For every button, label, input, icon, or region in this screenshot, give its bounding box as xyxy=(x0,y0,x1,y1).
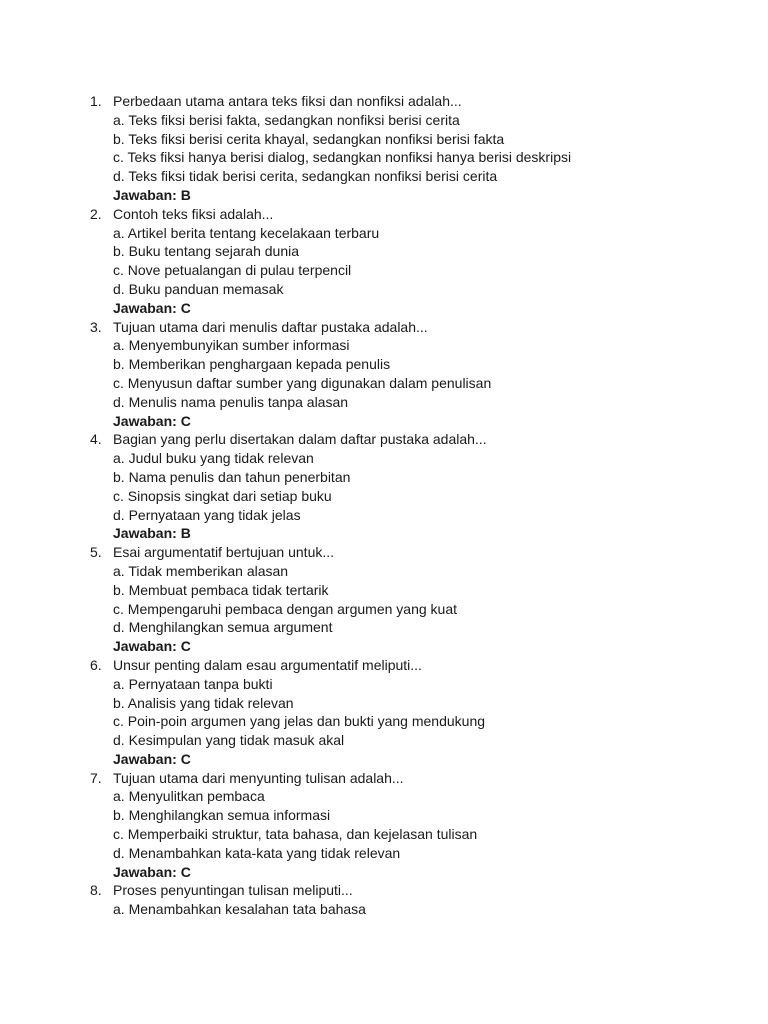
question-line xyxy=(0,881,768,900)
question-line xyxy=(0,656,768,675)
answer-option: b. Membuat pembaca tidak tertarik xyxy=(113,581,329,598)
answer-option: d. Kesimpulan yang tidak masuk akal xyxy=(113,732,345,749)
answer-option: c. Mempengaruhi pembaca dengan argumen yang kuat xyxy=(113,600,457,617)
question-number: 7. xyxy=(90,769,102,786)
answer-option: d. Buku panduan memasak xyxy=(113,280,284,297)
question-text: Unsur penting dalam esau argumentatif meliputi... xyxy=(113,656,422,673)
question-item xyxy=(0,881,768,919)
question-text: Proses penyuntingan tulisan meliputi... xyxy=(113,882,353,899)
answer-key: Jawaban: C xyxy=(113,750,191,767)
question-number: 5. xyxy=(90,544,102,561)
question-text: Tujuan utama dari menyunting tulisan adalah... xyxy=(113,769,404,786)
document-page xyxy=(0,92,768,919)
answer-option: c. Menyusun daftar sumber yang digunakan dalam penulisan xyxy=(113,374,492,391)
question-number: 6. xyxy=(90,656,102,673)
answer-option: d. Menghilangkan semua argument xyxy=(113,619,333,636)
answer-key: Jawaban: B xyxy=(113,525,191,542)
answer-option: a. Menyulitkan pembaca xyxy=(113,788,265,805)
answer-option: b. Teks fiksi berisi cerita khayal, sedangkan nonfiksi berisi fakta xyxy=(113,130,505,147)
answer-option: a. Teks fiksi berisi fakta, sedangkan nonfiksi berisi cerita xyxy=(113,111,460,128)
answer-option: c. Poin-poin argumen yang jelas dan bukti yang mendukung xyxy=(113,713,486,730)
answer-option: b. Analisis yang tidak relevan xyxy=(113,694,294,711)
answer-option: b. Nama penulis dan tahun penerbitan xyxy=(113,468,351,485)
question-line xyxy=(0,318,768,337)
question-item xyxy=(0,205,768,318)
answer-option: d. Pernyataan yang tidak jelas xyxy=(113,506,301,523)
question-text: Perbedaan utama antara teks fiksi dan nonfiksi adalah... xyxy=(113,93,462,109)
answer-option: b. Menghilangkan semua informasi xyxy=(113,807,331,824)
answer-option: d. Menulis nama penulis tanpa alasan xyxy=(113,393,349,410)
question-number: 8. xyxy=(90,882,102,899)
answer-key: Jawaban: C xyxy=(113,412,191,429)
answer-option: c. Teks fiksi hanya berisi dialog, sedangkan nonfiksi hanya berisi deskripsi xyxy=(113,149,572,166)
answer-option: a. Judul buku yang tidak relevan xyxy=(113,450,314,467)
question-line xyxy=(0,205,768,224)
question-line xyxy=(0,430,768,449)
question-item xyxy=(0,318,768,431)
question-line xyxy=(0,543,768,562)
question-item xyxy=(0,430,768,543)
answer-option: a. Pernyataan tanpa bukti xyxy=(113,675,273,692)
question-number: 1. xyxy=(90,93,102,109)
question-text: Tujuan utama dari menulis daftar pustaka adalah... xyxy=(113,318,428,335)
question-line xyxy=(0,92,768,111)
question-item xyxy=(0,769,768,882)
question-list xyxy=(0,92,768,919)
question-item xyxy=(0,92,768,205)
question-number: 3. xyxy=(90,318,102,335)
answer-key: Jawaban: B xyxy=(113,186,191,203)
answer-key: Jawaban: C xyxy=(113,638,191,655)
answer-option: c. Memperbaiki struktur, tata bahasa, dan kejelasan tulisan xyxy=(113,826,478,843)
question-item xyxy=(0,543,768,656)
answer-key: Jawaban: C xyxy=(113,299,191,316)
answer-option: a. Menyembunyikan sumber informasi xyxy=(113,337,350,354)
question-text: Contoh teks fiksi adalah... xyxy=(113,205,274,222)
answer-option: c. Nove petualangan di pulau terpencil xyxy=(113,262,352,279)
question-item xyxy=(0,656,768,769)
question-text: Bagian yang perlu disertakan dalam daftar pustaka adalah... xyxy=(113,431,487,448)
answer-option: d. Teks fiksi tidak berisi cerita, sedangkan nonfiksi berisi cerita xyxy=(113,168,498,185)
answer-option: b. Buku tentang sejarah dunia xyxy=(113,243,300,260)
answer-option: a. Tidak memberikan alasan xyxy=(113,562,289,579)
question-number: 2. xyxy=(90,205,102,222)
question-text: Esai argumentatif bertujuan untuk... xyxy=(113,544,335,561)
question-line xyxy=(0,769,768,788)
question-number: 4. xyxy=(90,431,102,448)
answer-option: a. Artikel berita tentang kecelakaan terbaru xyxy=(113,224,380,241)
answer-option: d. Menambahkan kata-kata yang tidak relevan xyxy=(113,844,401,861)
answer-option: a. Menambahkan kesalahan tata bahasa xyxy=(113,901,366,918)
answer-key: Jawaban: C xyxy=(113,863,191,880)
answer-option: b. Memberikan penghargaan kepada penulis xyxy=(113,356,391,373)
answer-option: c. Sinopsis singkat dari setiap buku xyxy=(113,487,332,504)
